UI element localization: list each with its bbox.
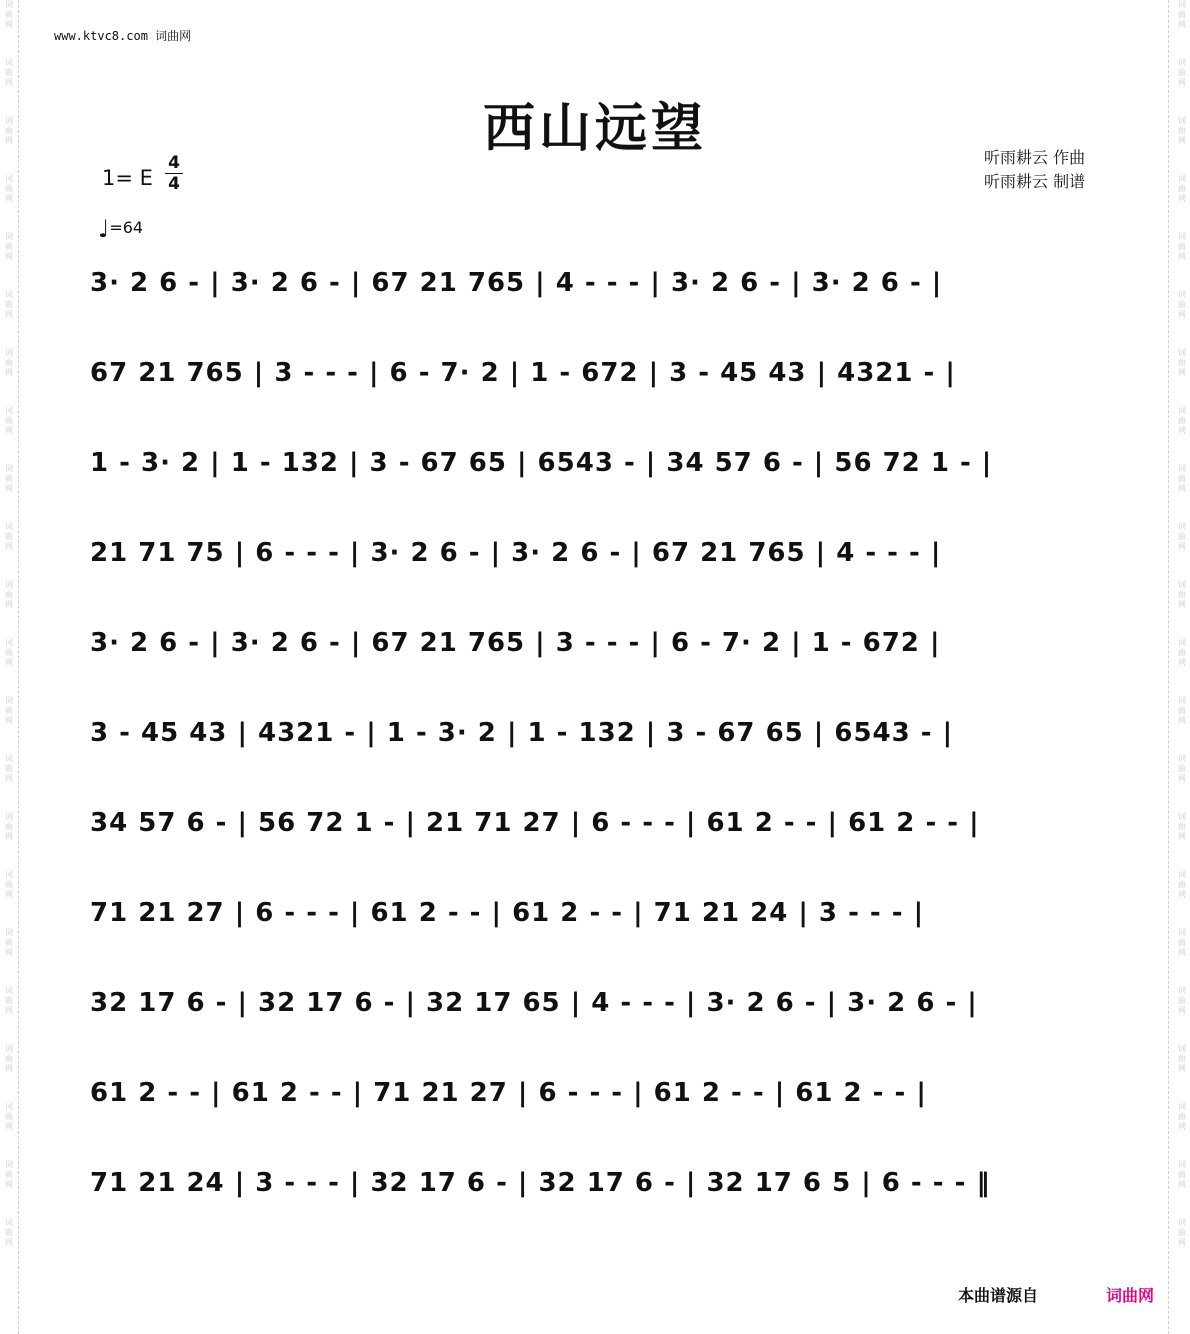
site-url: www.ktvc8.com 词曲网 (54, 29, 192, 43)
watermark-text: 词 曲 网 (5, 464, 13, 493)
score-line: 71 21 24 | 3 - - - | 32 17 6 - | 32 17 6 - | 32 17 6 5 | 6 - - - ‖ (90, 1168, 991, 1198)
score-line: 21 71 75 | 6 - - - | 3· 2 6 - | 3· 2 6 - | 67 21 765 | 4 - - - | (90, 538, 942, 568)
time-signature (163, 154, 185, 193)
watermark-text: 词 曲 网 (5, 174, 13, 203)
score-line: 67 21 765 | 3 - - - | 6 - 7· 2 | 1 - 672 | 3 - 45 43 | 4321 - | (90, 358, 956, 388)
watermark-text: 词 曲 网 (5, 638, 13, 667)
watermark-text: 词 曲 网 (1178, 58, 1186, 87)
watermark-text: 词 曲 网 (5, 232, 13, 261)
tempo-marking (98, 215, 143, 243)
watermark-text: 词 曲 网 (5, 58, 13, 87)
watermark-text: 词 曲 网 (1178, 0, 1186, 29)
watermark-text: 词 曲 网 (5, 348, 13, 377)
tempo-value: =64 (109, 218, 144, 237)
watermark-text: 词 曲 网 (5, 928, 13, 957)
time-denominator: 4 (168, 174, 180, 194)
watermark-text: 词 曲 网 (1178, 1102, 1186, 1131)
footer-brand[interactable]: 词曲网 (1106, 1286, 1155, 1305)
watermark-text: 词 曲 网 (1178, 1160, 1186, 1189)
watermark-text: 词 曲 网 (5, 522, 13, 551)
watermark-text: 词 曲 网 (5, 1160, 13, 1189)
watermark-text: 词 曲 网 (1178, 812, 1186, 841)
quarter-note-icon: ♩ (98, 215, 110, 243)
watermark-text: 词 曲 网 (5, 580, 13, 609)
watermark-text: 词 曲 网 (5, 870, 13, 899)
watermark-text: 词 曲 网 (5, 1044, 13, 1073)
key-signature: 1= E (102, 166, 153, 190)
score-line: 1 - 3· 2 | 1 - 132 | 3 - 67 65 | 6543 - | 34 57 6 - | 56 72 1 - | (90, 448, 993, 478)
watermark-text: 词 曲 网 (5, 754, 13, 783)
time-numerator: 4 (168, 153, 180, 173)
watermark-text: 词 曲 网 (5, 812, 13, 841)
footer-source-label: 本曲谱源自 (958, 1286, 1039, 1305)
transcriber-credit: 听雨耕云 制谱 (984, 172, 1086, 191)
watermark-text: 词 曲 网 (5, 986, 13, 1015)
score-line: 71 21 27 | 6 - - - | 61 2 - - | 61 2 - - | 71 21 24 | 3 - - - | (90, 898, 925, 928)
watermark-text: 词 曲 网 (5, 696, 13, 725)
watermark-text: 词 曲 网 (5, 116, 13, 145)
score-line: 3 - 45 43 | 4321 - | 1 - 3· 2 | 1 - 132 | 3 - 67 65 | 6543 - | (90, 718, 954, 748)
watermark-text: 词 曲 网 (1178, 638, 1186, 667)
watermark-text: 词 曲 网 (1178, 696, 1186, 725)
score-line: 61 2 - - | 61 2 - - | 71 21 27 | 6 - - - | 61 2 - - | 61 2 - - | (90, 1078, 927, 1108)
left-border (18, 0, 29, 1334)
watermark-text: 词 曲 网 (1178, 174, 1186, 203)
watermark-text: 词 曲 网 (1178, 1218, 1186, 1247)
score-line: 32 17 6 - | 32 17 6 - | 32 17 65 | 4 - - - | 3· 2 6 - | 3· 2 6 - | (90, 988, 978, 1018)
composer-credit: 听雨耕云 作曲 (984, 148, 1086, 167)
watermark-text: 词 曲 网 (5, 1102, 13, 1131)
watermark-text: 词 曲 网 (1178, 290, 1186, 319)
watermark-text: 词 曲 网 (1178, 522, 1186, 551)
watermark-column-right (1175, 0, 1189, 1334)
watermark-text: 词 曲 网 (1178, 348, 1186, 377)
watermark-text: 词 曲 网 (1178, 406, 1186, 435)
watermark-text: 词 曲 网 (1178, 986, 1186, 1015)
score-line: 34 57 6 - | 56 72 1 - | 21 71 27 | 6 - - - | 61 2 - - | 61 2 - - | (90, 808, 980, 838)
watermark-text: 词 曲 网 (5, 1218, 13, 1247)
score-line: 3· 2 6 - | 3· 2 6 - | 67 21 765 | 4 - - - | 3· 2 6 - | 3· 2 6 - | (90, 268, 943, 298)
watermark-text: 词 曲 网 (1178, 232, 1186, 261)
watermark-text: 词 曲 网 (5, 0, 13, 29)
watermark-text: 词 曲 网 (1178, 754, 1186, 783)
watermark-text: 词 曲 网 (1178, 1044, 1186, 1073)
watermark-text: 词 曲 网 (5, 290, 13, 319)
watermark-text: 词 曲 网 (5, 406, 13, 435)
watermark-text: 词 曲 网 (1178, 464, 1186, 493)
watermark-text: 词 曲 网 (1178, 870, 1186, 899)
song-title: 西山远望 (482, 99, 707, 159)
watermark-column-left (2, 0, 16, 1334)
score-line: 3· 2 6 - | 3· 2 6 - | 67 21 765 | 3 - - - | 6 - 7· 2 | 1 - 672 | (90, 628, 941, 658)
watermark-text: 词 曲 网 (1178, 116, 1186, 145)
watermark-text: 词 曲 网 (1178, 928, 1186, 957)
watermark-text: 词 曲 网 (1178, 580, 1186, 609)
credits (984, 146, 1085, 194)
